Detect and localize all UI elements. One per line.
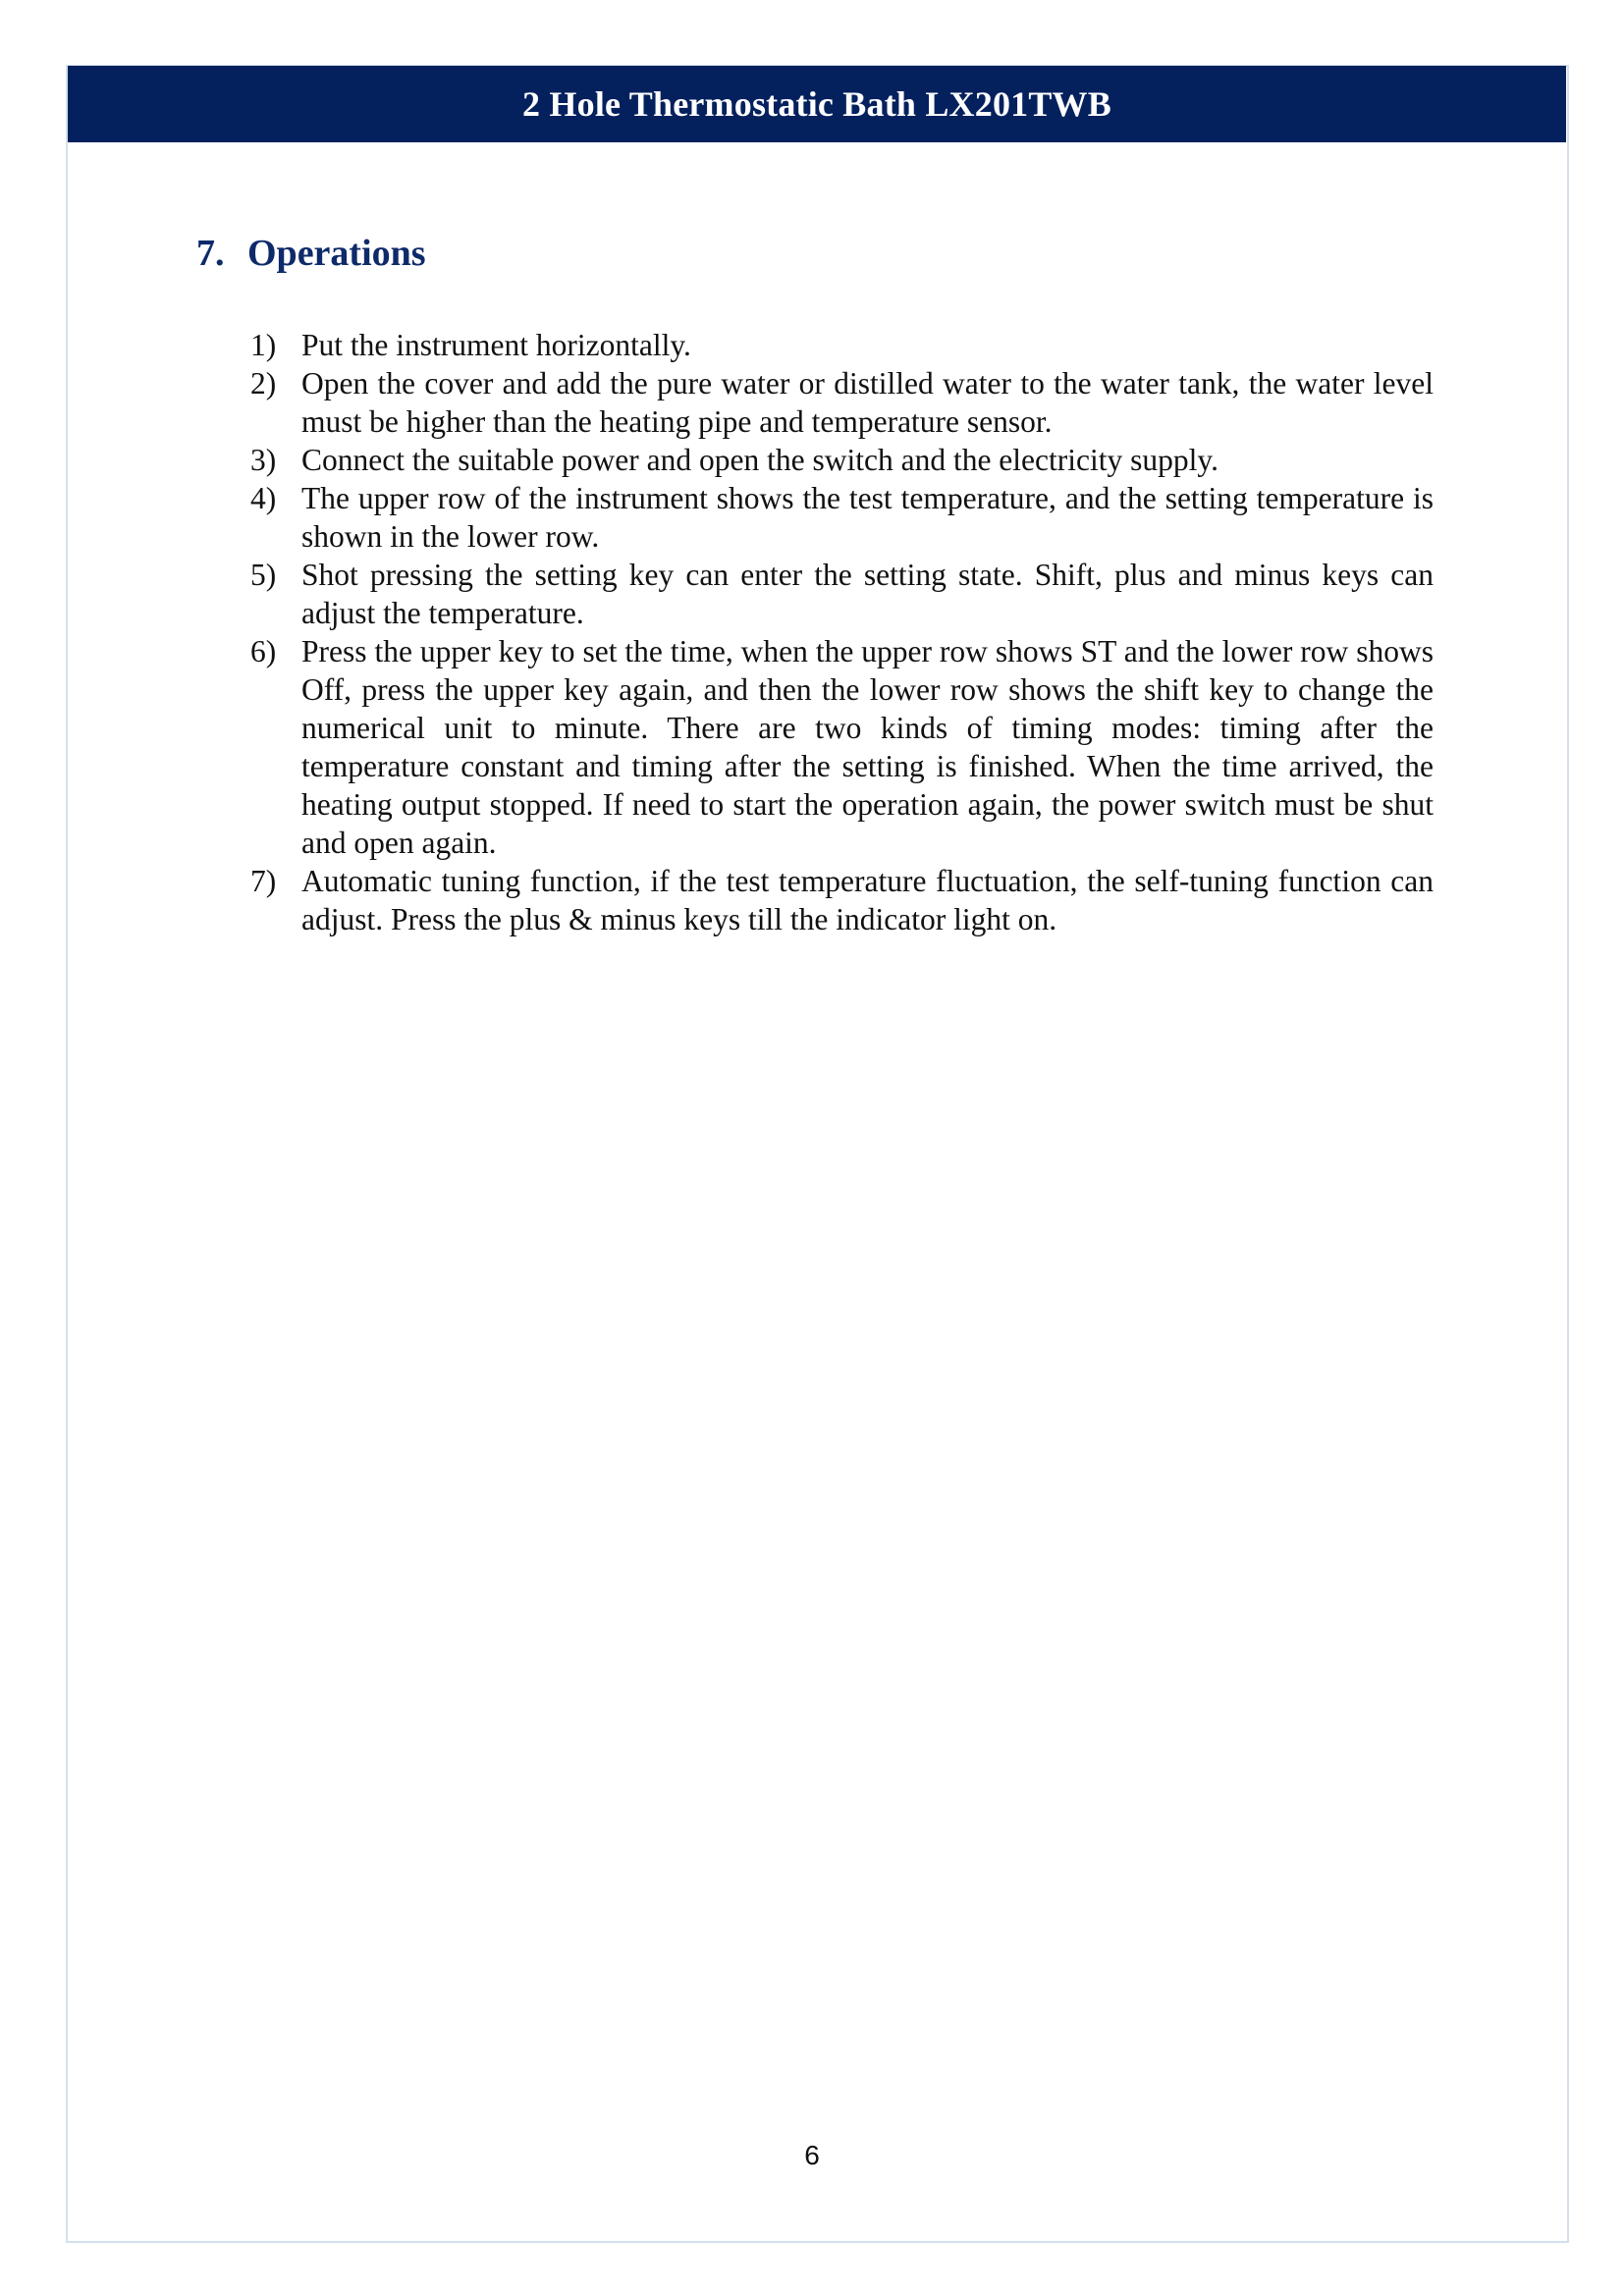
list-item-text: Put the instrument horizontally. — [301, 328, 691, 362]
list-item-text: Automatic tuning function, if the test temperature fluctuation, the self-tuning function can adjust. Press the plus & minus keys till the indicator light on. — [301, 864, 1434, 936]
header-bar — [68, 66, 1566, 142]
list-item — [250, 364, 1434, 441]
list-item — [250, 441, 1434, 479]
document-title: 2 Hole Thermostatic Bath LX201TWB — [522, 84, 1111, 124]
list-item — [250, 326, 1434, 364]
list-item-number: 2) — [250, 366, 277, 400]
list-item-number: 4) — [250, 481, 277, 515]
list-item — [250, 479, 1434, 556]
list-item-text: Shot pressing the setting key can enter the setting state. Shift, plus and minus keys can adjust the temperature. — [301, 558, 1434, 630]
list-item-text: Press the upper key to set the time, when the upper row shows ST and the lower row shows Off, press the upper key again, and then the lower row shows the shift key to change the numerical unit to minute. There are two kinds of timing modes: timing after the temperature constant and timing after the setting is finished. When the time arrived, the heating output stopped. If need to start the operation again, the power switch must be shut and open again. — [301, 634, 1434, 860]
page-number: 6 — [804, 2140, 820, 2170]
list-item-number: 5) — [250, 558, 277, 592]
list-item-number: 3) — [250, 443, 277, 477]
section-number: 7. — [196, 233, 225, 274]
operations-list — [250, 326, 1434, 938]
list-item — [250, 862, 1434, 938]
list-item-number: 1) — [250, 328, 277, 362]
list-item-text: The upper row of the instrument shows the test temperature, and the setting temperature is shown in the lower row. — [301, 481, 1434, 554]
list-item-number: 7) — [250, 864, 277, 898]
list-item-text: Open the cover and add the pure water or distilled water to the water tank, the water level must be higher than the heating pipe and temperature sensor. — [301, 366, 1434, 439]
section-heading — [196, 232, 426, 275]
list-item-text: Connect the suitable power and open the switch and the electricity supply. — [301, 443, 1218, 477]
section-title: Operations — [247, 233, 426, 274]
list-item — [250, 632, 1434, 862]
list-item-number: 6) — [250, 634, 277, 668]
list-item — [250, 556, 1434, 632]
